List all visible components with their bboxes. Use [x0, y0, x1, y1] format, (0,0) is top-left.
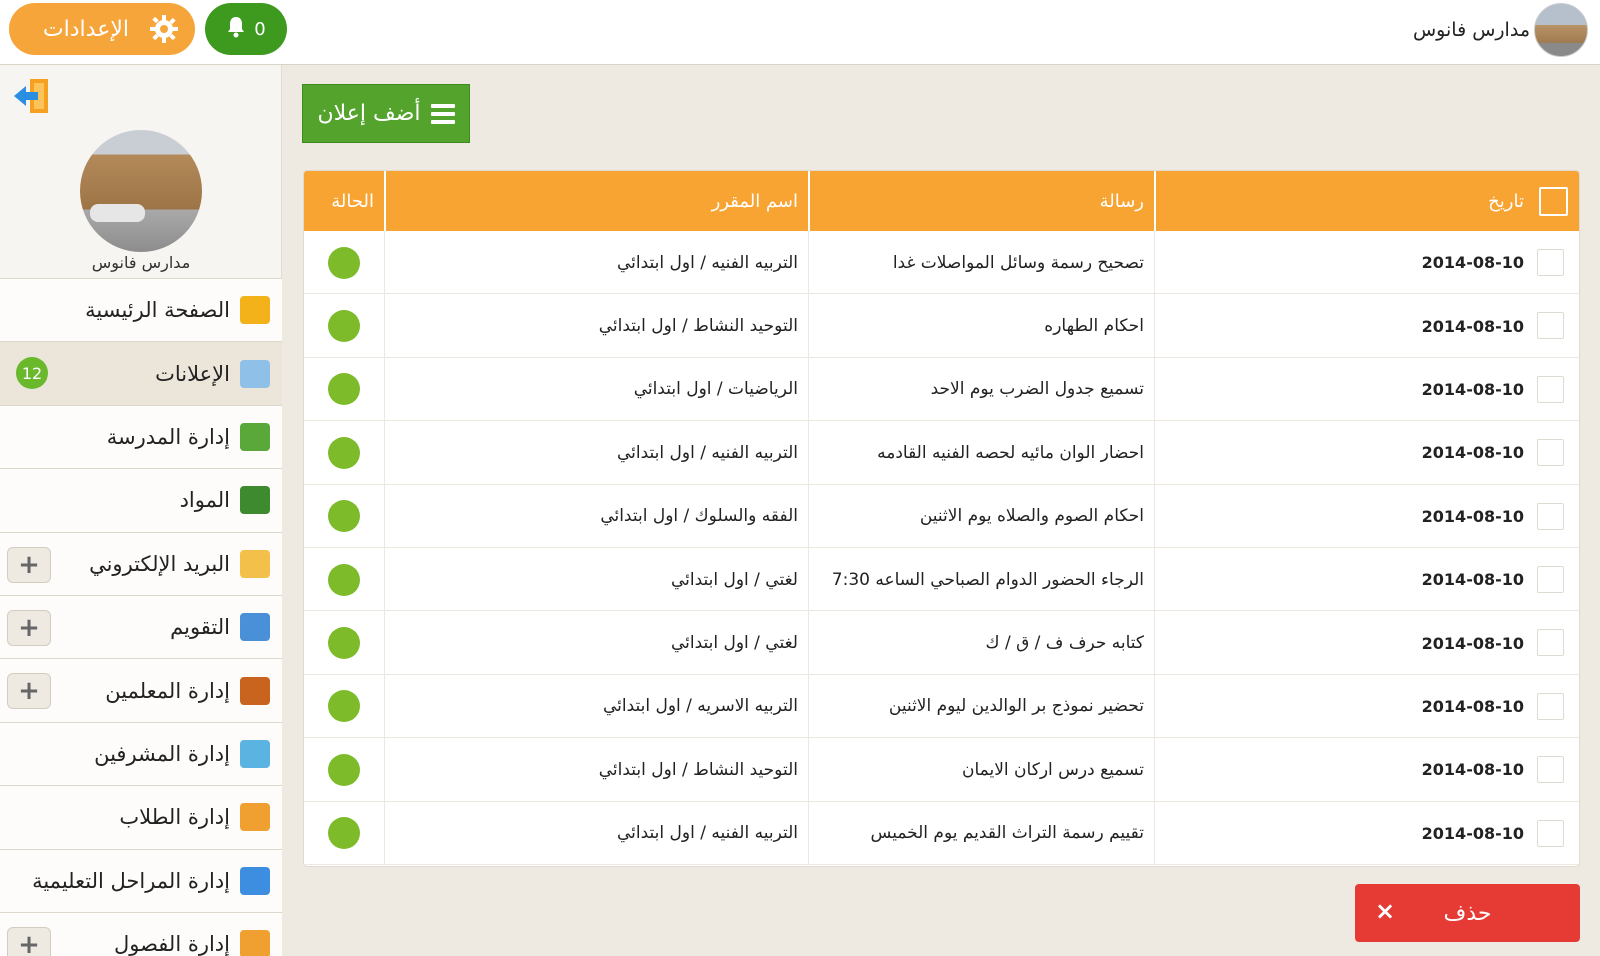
- date-cell: 2014-08-10: [1154, 611, 1534, 674]
- table-row[interactable]: [304, 738, 1579, 801]
- brand-avatar: [1534, 3, 1588, 57]
- sidebar-item-label: إدارة المراحل التعليمية: [32, 868, 230, 893]
- status-cell: [304, 548, 384, 611]
- message-cell: احضار الوان مائيه لحصه الفنيه القادمه: [808, 421, 1154, 484]
- header-date: تاريخ: [1154, 171, 1534, 231]
- sidebar-menu: [0, 278, 282, 956]
- close-icon: ×: [1375, 897, 1396, 925]
- status-dot: [328, 310, 360, 342]
- expand-plus-icon[interactable]: +: [7, 610, 51, 646]
- message-cell: تسميع درس اركان الايمان: [808, 738, 1154, 801]
- home-icon: [240, 296, 270, 324]
- status-cell: [304, 358, 384, 421]
- announcements-table: [303, 170, 1580, 867]
- status-dot: [328, 437, 360, 469]
- status-dot: [328, 627, 360, 659]
- status-dot: [328, 817, 360, 849]
- header-message: رسالة: [808, 171, 1154, 231]
- sidebar-item-label: التقويم: [170, 615, 230, 640]
- course-cell: التوحيد النشاط / اول ابتدائي: [384, 294, 808, 357]
- status-cell: [304, 611, 384, 674]
- mail-icon: [240, 550, 270, 578]
- table-row[interactable]: [304, 485, 1579, 548]
- course-cell: لغتي / اول ابتدائي: [384, 611, 808, 674]
- sidebar-item-label: إدارة الطلاب: [119, 805, 230, 830]
- date-cell: 2014-08-10: [1154, 358, 1534, 421]
- sidebar-item[interactable]: [0, 595, 282, 658]
- sidebar-item-label: إدارة المشرفين: [94, 741, 230, 766]
- row-checkbox[interactable]: [1537, 439, 1564, 466]
- classes-icon: [240, 930, 270, 956]
- date-cell: 2014-08-10: [1154, 675, 1534, 738]
- status-dot: [328, 690, 360, 722]
- gear-icon: [147, 12, 181, 46]
- expand-plus-icon[interactable]: +: [7, 927, 51, 956]
- message-cell: تحضير نموذج بر الوالدين ليوم الاثنين: [808, 675, 1154, 738]
- tie-icon: [240, 740, 270, 768]
- course-cell: التوحيد النشاط / اول ابتدائي: [384, 738, 808, 801]
- sidebar-item[interactable]: [0, 405, 282, 468]
- announcements-count-badge: 12: [16, 357, 48, 389]
- row-checkbox[interactable]: [1537, 756, 1564, 783]
- top-bar: [0, 0, 1600, 65]
- select-all-checkbox[interactable]: [1539, 187, 1568, 216]
- status-dot: [328, 500, 360, 532]
- sidebar-item[interactable]: [0, 722, 282, 785]
- add-announcement-button[interactable]: [302, 84, 470, 143]
- logout-icon[interactable]: [12, 77, 52, 115]
- status-cell: [304, 485, 384, 548]
- subjects-icon: [240, 486, 270, 514]
- students-icon: [240, 803, 270, 831]
- delete-label: حذف: [1443, 900, 1492, 926]
- sidebar-item[interactable]: [0, 658, 282, 721]
- status-dot: [328, 373, 360, 405]
- brand: [1413, 3, 1588, 57]
- header-status: الحالة: [331, 190, 374, 212]
- notifications-button[interactable]: [205, 3, 287, 55]
- row-checkbox[interactable]: [1537, 503, 1564, 530]
- sidebar-item-label: إدارة الفصول: [113, 932, 230, 956]
- message-cell: تقييم رسمة التراث القديم يوم الخميس: [808, 802, 1154, 865]
- settings-label: الإعدادات: [42, 16, 129, 42]
- message-cell: تسميع جدول الضرب يوم الاحد: [808, 358, 1154, 421]
- sidebar-item[interactable]: [0, 912, 282, 956]
- announcements-icon: [240, 360, 270, 388]
- briefcase-icon: [240, 677, 270, 705]
- status-dot: [328, 564, 360, 596]
- course-cell: الفقه والسلوك / اول ابتدائي: [384, 485, 808, 548]
- table-header: [304, 171, 1579, 231]
- sidebar-item-label: إدارة المعلمين: [105, 678, 230, 703]
- message-cell: احكام الصوم والصلاه يوم الاثنين: [808, 485, 1154, 548]
- table-row[interactable]: [304, 611, 1579, 674]
- row-checkbox[interactable]: [1537, 693, 1564, 720]
- message-cell: الرجاء الحضور الدوام الصباحي الساعه 7:30: [808, 548, 1154, 611]
- table-row[interactable]: [304, 421, 1579, 484]
- table-row[interactable]: [304, 548, 1579, 611]
- sidebar-item-label: المواد: [179, 488, 230, 513]
- course-cell: لغتي / اول ابتدائي: [384, 548, 808, 611]
- sidebar-item-label: إدارة المدرسة: [106, 424, 230, 449]
- course-cell: التربيه الاسريه / اول ابتدائي: [384, 675, 808, 738]
- profile-avatar: [80, 130, 202, 252]
- sidebar-item[interactable]: [0, 341, 282, 404]
- date-cell: 2014-08-10: [1154, 548, 1534, 611]
- date-cell: 2014-08-10: [1154, 294, 1534, 357]
- status-cell: [304, 675, 384, 738]
- row-checkbox[interactable]: [1537, 312, 1564, 339]
- delete-button[interactable]: [1355, 884, 1580, 942]
- course-cell: التربيه الفنيه / اول ابتدائي: [384, 802, 808, 865]
- table-row[interactable]: [304, 802, 1579, 865]
- row-checkbox[interactable]: [1537, 629, 1564, 656]
- table-row[interactable]: [304, 294, 1579, 357]
- stages-icon: [240, 867, 270, 895]
- row-checkbox[interactable]: [1537, 820, 1564, 847]
- sidebar-item-label: الصفحة الرئيسية: [85, 298, 230, 323]
- sidebar-item[interactable]: [0, 532, 282, 595]
- sidebar-item[interactable]: [0, 849, 282, 912]
- brand-name: مدارس فانوس: [1412, 19, 1530, 41]
- menu-lines-icon: [431, 104, 455, 124]
- expand-plus-icon[interactable]: +: [7, 547, 51, 583]
- date-cell: 2014-08-10: [1154, 738, 1534, 801]
- status-dot: [328, 247, 360, 279]
- status-cell: [304, 231, 384, 294]
- table-row[interactable]: [304, 675, 1579, 738]
- status-cell: [304, 802, 384, 865]
- status-cell: [304, 294, 384, 357]
- row-checkbox[interactable]: [1537, 566, 1564, 593]
- sidebar-item-label: البريد الإلكتروني: [89, 551, 230, 576]
- row-checkbox[interactable]: [1537, 249, 1564, 276]
- bell-icon: [226, 16, 246, 43]
- row-checkbox[interactable]: [1537, 376, 1564, 403]
- header-course: اسم المقرر: [384, 171, 808, 231]
- date-cell: 2014-08-10: [1154, 231, 1534, 294]
- course-cell: الرياضيات / اول ابتدائي: [384, 358, 808, 421]
- course-cell: التربيه الفنيه / اول ابتدائي: [384, 231, 808, 294]
- date-cell: 2014-08-10: [1154, 485, 1534, 548]
- message-cell: تصحيح رسمة وسائل المواصلات غدا: [808, 231, 1154, 294]
- status-dot: [328, 754, 360, 786]
- course-cell: التربيه الفنيه / اول ابتدائي: [384, 421, 808, 484]
- notifications-count: 0: [254, 18, 266, 40]
- sidebar-item[interactable]: [0, 468, 282, 531]
- sidebar-item-label: الإعلانات: [155, 361, 230, 386]
- status-cell: [304, 421, 384, 484]
- table-row[interactable]: [304, 358, 1579, 421]
- sidebar-item[interactable]: [0, 278, 282, 341]
- date-cell: 2014-08-10: [1154, 802, 1534, 865]
- calendar-icon: [240, 613, 270, 641]
- expand-plus-icon[interactable]: +: [7, 673, 51, 709]
- table-row[interactable]: [304, 231, 1579, 294]
- message-cell: كتابه حرف ف / ق / ك: [808, 611, 1154, 674]
- date-cell: 2014-08-10: [1154, 421, 1534, 484]
- message-cell: احكام الطهاره: [808, 294, 1154, 357]
- settings-button[interactable]: [9, 3, 195, 55]
- profile-name: مدارس فانوس: [91, 253, 191, 272]
- sidebar: [0, 65, 282, 956]
- sidebar-item[interactable]: [0, 785, 282, 848]
- status-cell: [304, 738, 384, 801]
- school-board-icon: [240, 423, 270, 451]
- add-announcement-label: أضف إعلان: [317, 101, 421, 126]
